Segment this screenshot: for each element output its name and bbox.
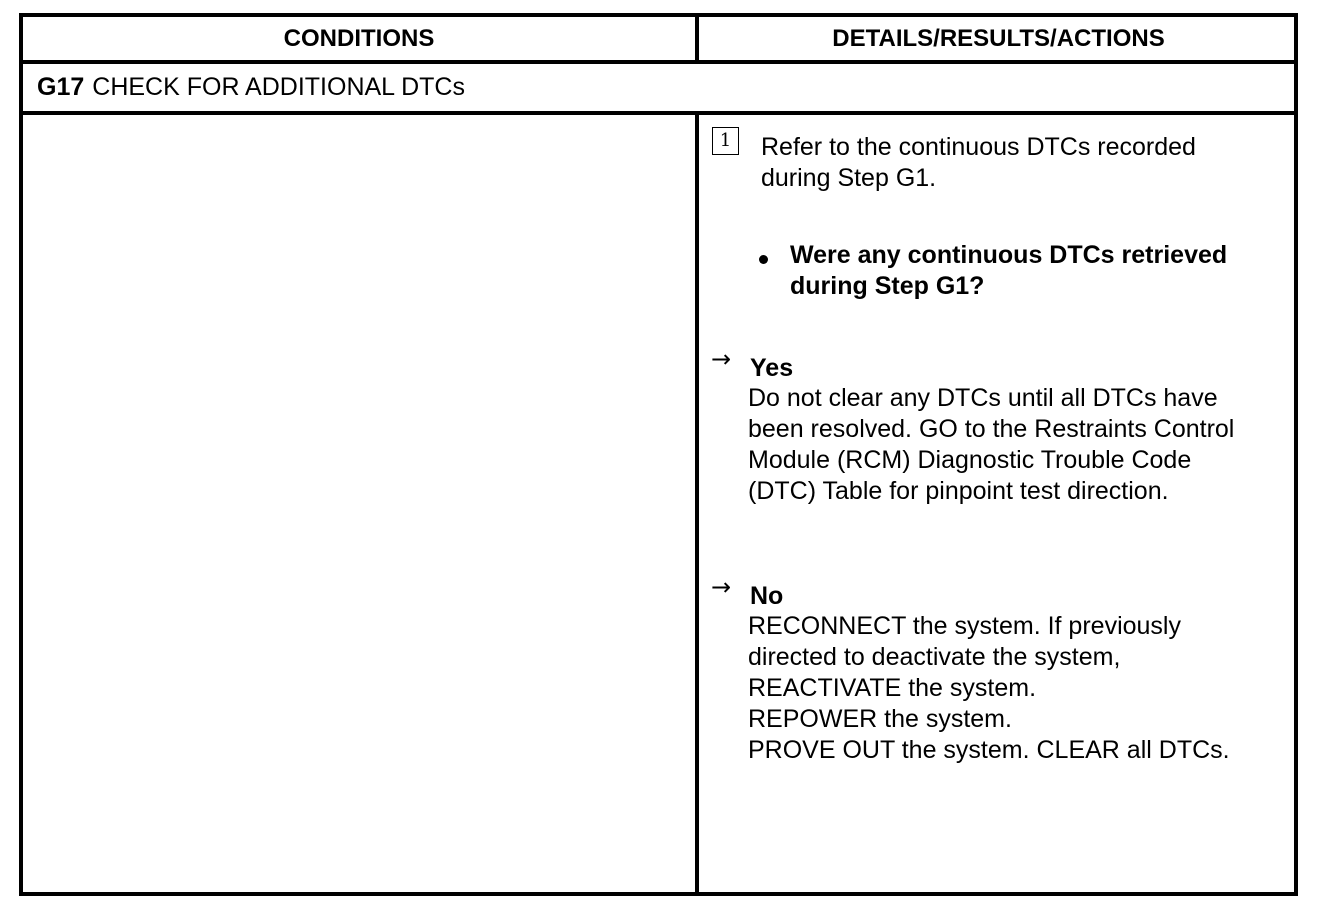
question-text: Were any continuous DTCs retrieved during Step G1? [790,241,1228,300]
no-label: No [750,582,784,610]
no-action-text: RECONNECT the system. If previously directed to deactivate the system, REACTIVATE the system. REPOWER the system. PROVE OUT the system. CLEAR all DTCs. [748,612,1230,764]
step-marker-box: 1 [712,127,739,155]
details-cell [699,115,1294,892]
arrow-right-icon: → [711,345,732,373]
instruction-text: Refer to the continuous DTCs recorded during Step G1. [761,133,1196,192]
conditions-header: CONDITIONS [283,24,435,52]
step-title-row [23,64,1294,115]
step-title: CHECK FOR ADDITIONAL DTCs [92,73,465,101]
yes-label: Yes [750,354,794,382]
bullet-icon [759,255,768,264]
diagnostic-table [19,13,1298,896]
table-header-row [23,17,1294,64]
arrow-right-icon: → [711,573,732,601]
yes-action-text: Do not clear any DTCs until all DTCs have been resolved. GO to the Restraints Control Module (RCM) Diagnostic Trouble Code (DTC) Table for pinpoint test direction. [748,384,1235,505]
step-number: G17 [37,73,85,101]
column-divider-top [695,17,699,60]
details-header: DETAILS/RESULTS/ACTIONS [832,24,1165,52]
